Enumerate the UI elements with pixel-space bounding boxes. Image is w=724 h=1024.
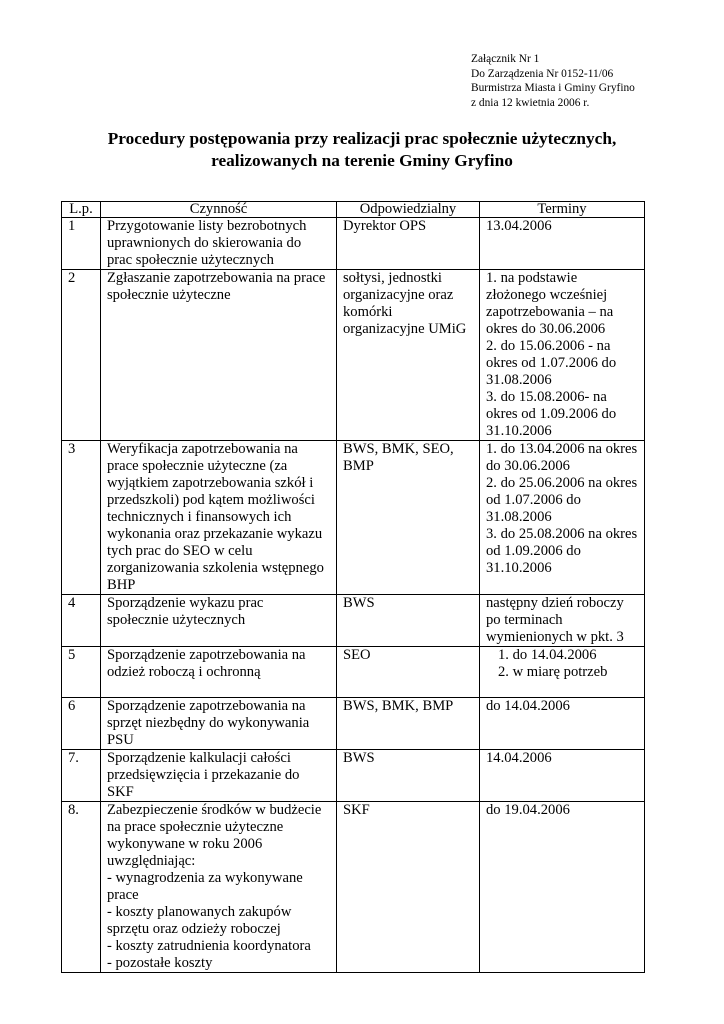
cell-terminy [480, 595, 645, 647]
cell-line: 2. do 25.06.2006 na okres [486, 475, 638, 491]
cell-line: SKF [343, 802, 370, 818]
cell-line: organizacyjne oraz [343, 287, 454, 303]
cell-line: SKF [107, 784, 134, 800]
cell-line: prace społecznie użyteczne (za [107, 458, 288, 474]
cell-line: sprzętu oraz odzieży roboczej [107, 921, 281, 937]
cell-line: okres od 1.09.2006 do [486, 406, 617, 422]
cell-line: Sporządzenie wykazu prac [107, 595, 264, 611]
cell-line: społecznie użyteczne [107, 287, 231, 303]
cell-line: uwzględniając: [107, 853, 196, 869]
cell-line: tych prac do SEO w celu [107, 543, 253, 559]
cell-line: BWS [343, 750, 375, 766]
cell-line: - pozostałe koszty [107, 955, 213, 971]
cell-czynnosc [101, 595, 337, 647]
cell-terminy [480, 802, 645, 973]
table-row [62, 595, 645, 647]
cell-line: - koszty planowanych zakupów [107, 904, 292, 920]
cell-line: Przygotowanie listy bezrobotnych [107, 218, 307, 234]
cell-line: 1. do 14.04.2006 [498, 647, 597, 663]
cell-line: wykonania oraz przekazanie wykazu [107, 526, 323, 542]
cell-line: sołtysi, jednostki [343, 270, 442, 286]
cell-line: od 1.09.2006 do [486, 543, 581, 559]
title-line-1: Procedury postępowania przy realizacji prac społecznie użytecznych, [107, 129, 617, 148]
cell-odpowiedzialny [337, 270, 480, 441]
cell-czynnosc [101, 441, 337, 595]
cell-line: SEO [343, 647, 371, 663]
cell-line: 31.08.2006 [486, 372, 552, 388]
table-row [62, 698, 645, 750]
cell-czynnosc [101, 270, 337, 441]
cell-terminy [480, 218, 645, 270]
cell-terminy [480, 647, 645, 698]
cell-line: BWS, BMK, BMP [343, 698, 454, 714]
cell-line: 31.08.2006 [486, 509, 552, 525]
cell-czynnosc [101, 698, 337, 750]
table-body [62, 218, 645, 973]
cell-line: wymienionych w pkt. 3 [486, 629, 624, 645]
cell-line: BMP [343, 458, 374, 474]
cell-line: przedszkoli) pod kątem możliwości [107, 492, 315, 508]
cell-line: do 30.06.2006 [486, 458, 570, 474]
cell-line: 1. na podstawie [486, 270, 578, 286]
cell-odpowiedzialny [337, 698, 480, 750]
table-row [62, 647, 645, 698]
cell-odpowiedzialny [337, 218, 480, 270]
header-lp: L.p. [62, 202, 101, 218]
annex-line: Załącznik Nr 1 [471, 53, 540, 65]
cell-line: do 19.04.2006 [486, 802, 570, 818]
cell-odpowiedzialny [337, 750, 480, 802]
table-row [62, 218, 645, 270]
cell-line: okres do 30.06.2006 [486, 321, 606, 337]
cell-line: BWS [343, 595, 375, 611]
cell-odpowiedzialny [337, 647, 480, 698]
cell-odpowiedzialny [337, 802, 480, 973]
cell-line: do 14.04.2006 [486, 698, 570, 714]
cell-line: zorganizowania szkolenia wstępnego [107, 560, 324, 576]
cell-line: 13.04.2006 [486, 218, 552, 234]
cell-line: 31.10.2006 [486, 423, 552, 439]
table-row [62, 750, 645, 802]
header-czynnosc: Czynność [101, 202, 337, 218]
table-row [62, 441, 645, 595]
cell-line: Sporządzenie kalkulacji całości [107, 750, 291, 766]
cell-line: sprzęt niezbędny do wykonywania [107, 715, 310, 731]
cell-terminy [480, 750, 645, 802]
cell-odpowiedzialny [337, 595, 480, 647]
cell-line: na prace społecznie użyteczne [107, 819, 284, 835]
cell-line: 14.04.2006 [486, 750, 552, 766]
cell-terminy [480, 270, 645, 441]
annex-line: Burmistrza Miasta i Gminy Gryfino [471, 82, 635, 95]
table-row [62, 270, 645, 441]
annex-line: z dnia 12 kwietnia 2006 r. [471, 96, 590, 109]
cell-lp: 7. [62, 750, 101, 802]
table-row [62, 802, 645, 973]
cell-line: BHP [107, 577, 136, 593]
cell-czynnosc [101, 750, 337, 802]
cell-line: Zgłaszanie zapotrzebowania na prace [107, 270, 326, 286]
header-odpowiedzialny: Odpowiedzialny [337, 202, 480, 218]
cell-line: Weryfikacja zapotrzebowania na [107, 441, 298, 457]
cell-line: - koszty zatrudnienia koordynatora [107, 938, 311, 954]
cell-line: Sporządzenie zapotrzebowania na [107, 647, 306, 663]
header-terminy: Terminy [480, 202, 645, 218]
cell-lp: 5 [62, 647, 101, 698]
cell-line: odzież roboczą i ochronną [107, 664, 261, 680]
cell-czynnosc [101, 647, 337, 698]
cell-line: Zabezpieczenie środków w budżecie [107, 802, 322, 818]
cell-line: następny dzień roboczy [486, 595, 624, 611]
cell-line: wykonywane w roku 2006 [107, 836, 263, 852]
cell-line: 2. do 15.06.2006 - na [486, 338, 611, 354]
cell-odpowiedzialny [337, 441, 480, 595]
cell-line: 3. do 25.08.2006 na okres [486, 526, 638, 542]
cell-line: - wynagrodzenia za wykonywane [107, 870, 303, 886]
cell-line: 31.10.2006 [486, 560, 552, 576]
cell-lp: 1 [62, 218, 101, 270]
cell-lp: 3 [62, 441, 101, 595]
cell-line: społecznie użytecznych [107, 612, 246, 628]
cell-line: Sporządzenie zapotrzebowania na [107, 698, 306, 714]
cell-line: wyjątkiem zapotrzebowania szkół i [107, 475, 314, 491]
cell-terminy [480, 698, 645, 750]
annex-header [471, 52, 635, 110]
cell-line: technicznych i finansowych ich [107, 509, 292, 525]
cell-czynnosc [101, 802, 337, 973]
cell-line: Dyrektor OPS [343, 218, 427, 234]
cell-lp: 8. [62, 802, 101, 973]
table-header-row [62, 202, 645, 218]
cell-line: złożonego wcześniej [486, 287, 608, 303]
cell-terminy [480, 441, 645, 595]
cell-line: prac społecznie użytecznych [107, 252, 274, 268]
title-line-2: realizowanych na terenie Gminy Gryfino [211, 150, 513, 170]
cell-line: PSU [107, 732, 134, 748]
cell-line: 1. do 13.04.2006 na okres [486, 441, 638, 457]
cell-czynnosc [101, 218, 337, 270]
document-title [40, 128, 684, 171]
cell-line: zapotrzebowania – na [486, 304, 614, 320]
cell-line: prace [107, 887, 139, 903]
procedures-table [61, 201, 645, 973]
cell-line: komórki [343, 304, 393, 320]
cell-lp: 2 [62, 270, 101, 441]
cell-line: uprawnionych do skierowania do [107, 235, 302, 251]
cell-line: BWS, BMK, SEO, [343, 441, 454, 457]
cell-line: okres od 1.07.2006 do [486, 355, 617, 371]
cell-line: 3. do 15.08.2006- na [486, 389, 607, 405]
cell-line: 2. w miarę potrzeb [498, 664, 608, 680]
cell-line: organizacyjne UMiG [343, 321, 467, 337]
cell-line: od 1.07.2006 do [486, 492, 581, 508]
annex-line: Do Zarządzenia Nr 0152-11/06 [471, 67, 614, 80]
cell-line: przedsięwzięcia i przekazanie do [107, 767, 300, 783]
cell-lp: 6 [62, 698, 101, 750]
cell-lp: 4 [62, 595, 101, 647]
cell-line: po terminach [486, 612, 563, 628]
